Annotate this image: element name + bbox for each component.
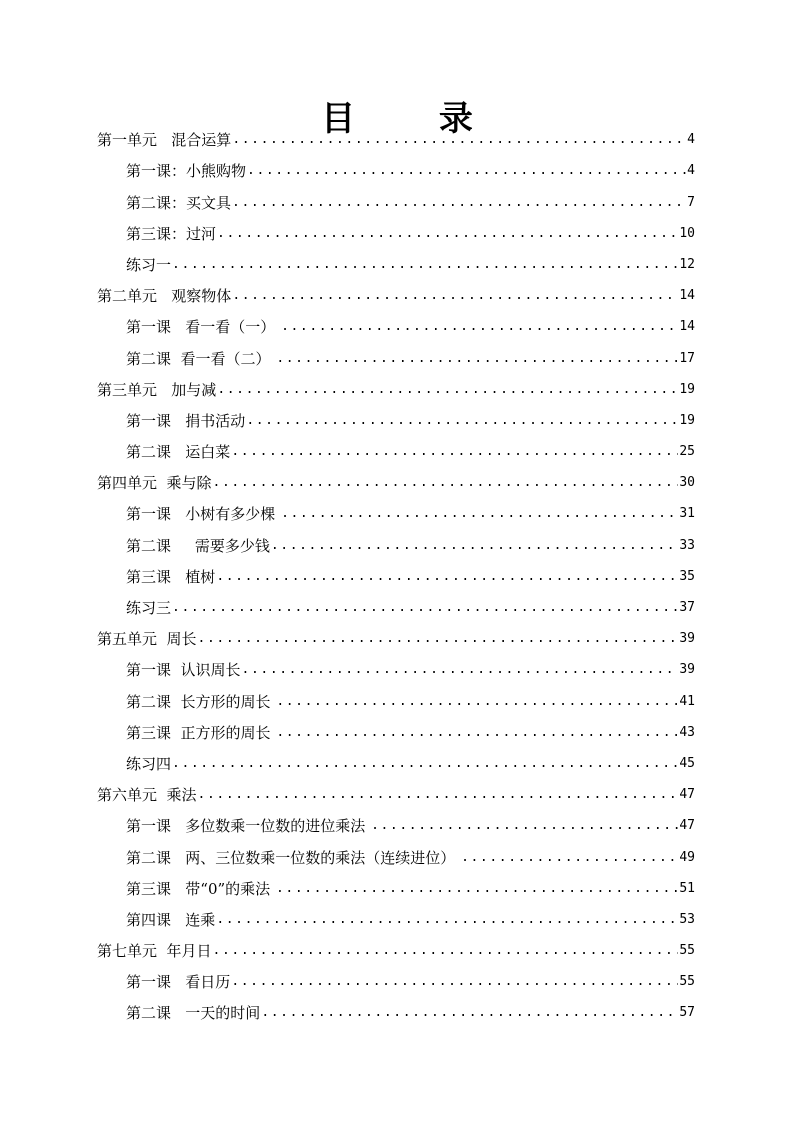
table-of-contents [97, 118, 695, 1022]
toc-lesson-entry[interactable] [97, 960, 695, 991]
toc-dot-leader [281, 505, 678, 523]
toc-entry-label: 第一课 认识周长 [126, 661, 241, 680]
page-title: 目 录 [321, 98, 509, 139]
toc-lesson-entry[interactable] [97, 212, 695, 243]
toc-entry-label: 第一课 看一看（一） [126, 318, 281, 337]
toc-dot-leader [172, 755, 678, 773]
toc-dot-leader [232, 131, 686, 149]
toc-page-number: 19 [679, 412, 695, 428]
toc-lesson-entry[interactable] [97, 149, 695, 180]
toc-lesson-entry[interactable] [97, 336, 695, 367]
toc-page-number: 53 [679, 911, 695, 927]
toc-dot-leader [232, 287, 678, 305]
toc-page-number: 25 [679, 444, 695, 460]
toc-lesson-entry[interactable] [97, 523, 695, 554]
toc-page-number: 14 [679, 288, 695, 304]
toc-entry-label: 第一课 看日历 [126, 973, 231, 992]
toc-dot-leader [232, 194, 686, 212]
toc-lesson-entry[interactable] [97, 399, 695, 430]
toc-dot-leader [213, 474, 679, 492]
toc-entry-label: 第三课 带“0”的乘法 [126, 879, 275, 898]
toc-entry-label: 第三单元 加与减 [97, 380, 217, 399]
toc-page-number: 47 [679, 818, 695, 834]
toc-dot-leader [198, 786, 679, 804]
toc-lesson-entry[interactable] [97, 555, 695, 586]
toc-page-number: 55 [679, 943, 695, 959]
toc-entry-label: 第四课 连乘 [126, 910, 216, 929]
toc-dot-leader [172, 599, 678, 617]
toc-lesson-entry[interactable] [97, 586, 695, 617]
toc-entry-label: 练习四 [126, 754, 172, 773]
toc-page-number: 41 [679, 693, 695, 709]
toc-entry-label: 第二课 需要多少钱 [126, 536, 270, 555]
toc-entry-label: 练习三 [126, 599, 172, 617]
toc-dot-leader [461, 849, 678, 867]
toc-lesson-entry[interactable] [97, 305, 695, 336]
toc-page-number: 49 [679, 849, 695, 865]
toc-dot-leader [217, 225, 678, 243]
toc-dot-leader [231, 443, 678, 461]
toc-page-number: 39 [679, 631, 695, 647]
toc-page-number: 35 [679, 568, 695, 584]
toc-entry-label: 第三课 正方形的周长 [126, 723, 276, 742]
toc-page-number: 47 [679, 787, 695, 803]
toc-lesson-entry[interactable] [97, 991, 695, 1022]
toc-lesson-entry[interactable] [97, 804, 695, 835]
toc-dot-leader [216, 911, 678, 929]
toc-entry-label: 第一课 捐书活动 [126, 411, 246, 430]
toc-entry-label: 第四单元 乘与除 [97, 474, 212, 493]
toc-dot-leader [231, 973, 678, 991]
toc-lesson-entry[interactable] [97, 430, 695, 461]
toc-lesson-entry[interactable] [97, 867, 695, 898]
toc-page-number: 37 [679, 600, 695, 615]
toc-page-number: 4 [687, 163, 695, 179]
toc-lesson-entry[interactable] [97, 648, 695, 679]
toc-dot-leader [213, 942, 679, 960]
toc-dot-leader [276, 724, 678, 742]
toc-page-number: 43 [679, 724, 695, 740]
toc-page-number: 19 [679, 381, 695, 397]
toc-page-number: 33 [679, 537, 695, 553]
toc-dot-leader [247, 162, 686, 180]
toc-entry-label: 第二单元 观察物体 [97, 287, 232, 306]
toc-dot-leader [217, 381, 678, 399]
toc-lesson-entry[interactable] [97, 898, 695, 929]
toc-unit-entry[interactable] [97, 617, 695, 648]
toc-lesson-entry[interactable] [97, 492, 695, 523]
toc-lesson-entry[interactable] [97, 711, 695, 742]
toc-page-number: 17 [679, 350, 695, 366]
toc-dot-leader [216, 568, 678, 586]
toc-dot-leader [172, 256, 678, 274]
toc-dot-leader [242, 661, 679, 679]
toc-page-number: 10 [679, 225, 695, 241]
toc-page-number: 57 [679, 1005, 695, 1021]
toc-page-number: 51 [679, 880, 695, 896]
toc-lesson-entry[interactable] [97, 679, 695, 710]
toc-dot-leader [271, 537, 679, 555]
toc-entry-label: 第二课 两、三位数乘一位数的乘法（连续进位） [126, 848, 461, 867]
toc-entry-label: 第二课 运白菜 [126, 443, 231, 462]
toc-unit-entry[interactable] [97, 274, 695, 305]
toc-dot-leader [371, 817, 678, 835]
toc-dot-leader [246, 412, 678, 430]
toc-dot-leader [281, 318, 678, 336]
toc-entry-label: 第二课 看一看（二） [126, 349, 276, 368]
toc-entry-label: 第一课 小树有多少棵 [126, 505, 281, 524]
toc-page-number: 31 [679, 506, 695, 522]
toc-entry-label: 第二课 一天的时间 [126, 1004, 261, 1023]
toc-dot-leader [276, 880, 678, 898]
toc-unit-entry[interactable] [97, 368, 695, 399]
toc-page-number: 55 [679, 974, 695, 990]
toc-page-number: 7 [687, 194, 695, 210]
toc-entry-label: 第一课 多位数乘一位数的进位乘法 [126, 817, 371, 836]
toc-lesson-entry[interactable] [97, 243, 695, 274]
toc-page-number: 45 [679, 755, 695, 771]
toc-unit-entry[interactable] [97, 118, 695, 149]
toc-entry-label: 第三课 植树 [126, 567, 216, 586]
toc-page-number: 30 [679, 475, 695, 491]
toc-entry-label: 第六单元 乘法 [97, 786, 197, 805]
toc-entry-label: 练习一 [126, 255, 172, 274]
toc-lesson-entry[interactable] [97, 835, 695, 866]
toc-entry-label: 第二课：买文具 [126, 193, 232, 212]
toc-page-number: 14 [679, 319, 695, 335]
toc-lesson-entry[interactable] [97, 742, 695, 773]
toc-dot-leader [261, 1004, 678, 1022]
toc-unit-entry[interactable] [97, 929, 695, 960]
toc-page-number: 4 [687, 132, 695, 148]
toc-page-number: 39 [679, 662, 695, 678]
toc-entry-label: 第一单元 混合运算 [97, 131, 232, 150]
toc-unit-entry[interactable] [97, 461, 695, 492]
toc-entry-label: 第二课 长方形的周长 [126, 692, 276, 711]
toc-entry-label: 第一课：小熊购物 [126, 162, 247, 181]
toc-lesson-entry[interactable] [97, 180, 695, 211]
toc-unit-entry[interactable] [97, 773, 695, 804]
toc-dot-leader [276, 350, 678, 368]
toc-entry-label: 第七单元 年月日 [97, 942, 212, 961]
toc-page-number: 12 [679, 256, 695, 272]
toc-entry-label: 第五单元 周长 [97, 630, 197, 649]
toc-dot-leader [198, 630, 679, 648]
toc-entry-label: 第三课：过河 [126, 224, 217, 243]
toc-dot-leader [276, 693, 678, 711]
